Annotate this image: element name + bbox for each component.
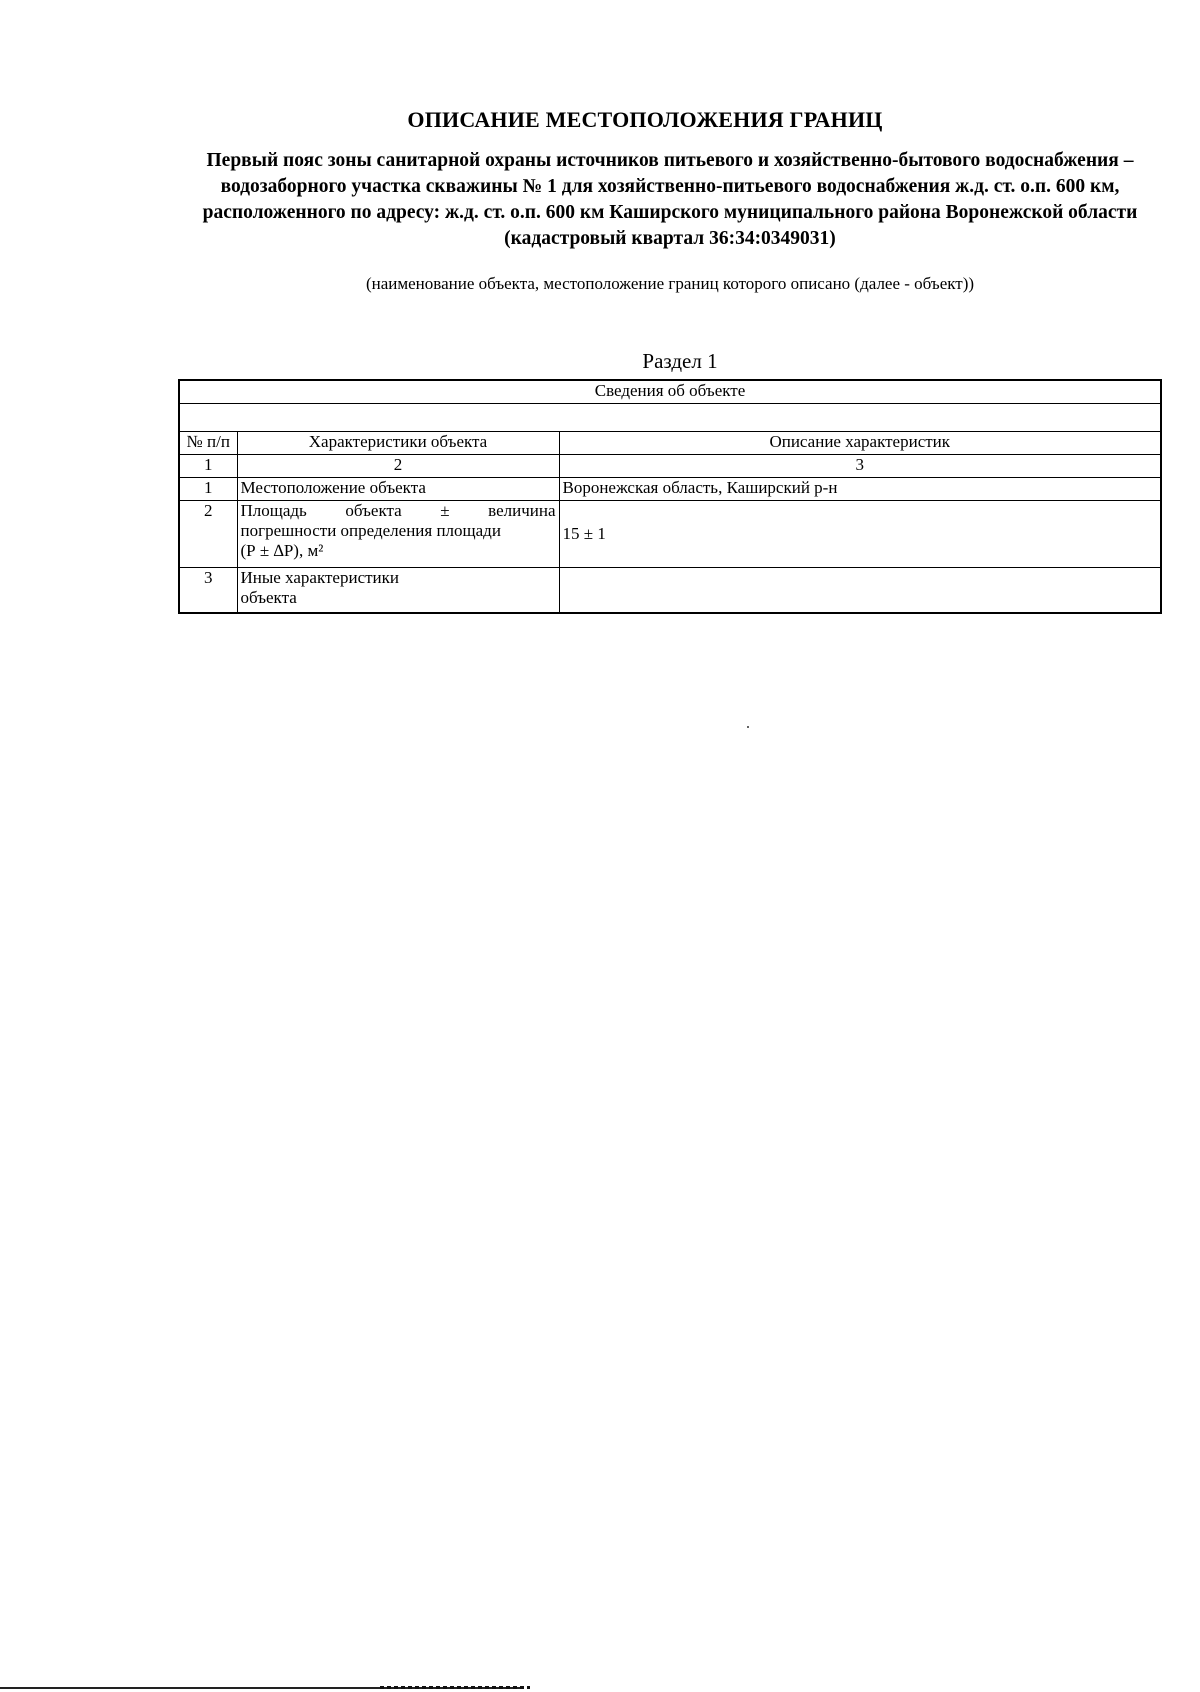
row-characteristic <box>237 568 559 614</box>
scan-speck <box>747 726 749 728</box>
row-characteristic-line-3: (Р ± ∆Р), м² <box>240 541 324 560</box>
column-number-row <box>179 455 1161 478</box>
table-row <box>179 501 1161 568</box>
table-blank-cell <box>179 404 1161 432</box>
table-row <box>179 568 1161 614</box>
row-characteristic: Местоположение объекта <box>237 478 559 501</box>
page-title: ОПИСАНИЕ МЕСТОПОЛОЖЕНИЯ ГРАНИЦ <box>407 107 883 132</box>
row-characteristic-line-2: погрешности определения площади <box>240 521 501 540</box>
row-description <box>559 568 1161 614</box>
column-header-num: № п/п <box>179 432 237 455</box>
row-characteristic-line-1: Иные характеристики <box>240 568 399 587</box>
row-num: 2 <box>179 501 237 568</box>
table-header: Сведения об объекте <box>179 380 1161 404</box>
row-description: 15 ± 1 <box>559 501 1161 568</box>
object-name: Первый пояс зоны санитарной охраны источников питьевого и хозяйственно-бытового водоснабжения – водозаборного участка скважины № 1 для хозяйственно-питьевого водоснабжения ж.д. ст. о.п. 600 км, расположенного по адресу: ж.д. ст. о.п. 600 км Каширского муниципального района Воронежской области (кадастровый квартал 36:34:0349031) <box>202 150 1138 249</box>
column-header-description: Описание характеристик <box>559 432 1161 455</box>
scan-edge-noise <box>380 1686 530 1689</box>
row-description: Воронежская область, Каширский р-н <box>559 478 1161 501</box>
object-info-table <box>178 379 1162 614</box>
row-num: 1 <box>179 478 237 501</box>
column-number-1: 1 <box>179 455 237 478</box>
object-caption: (наименование объекта, местоположение границ которого описано (далее - объект)) <box>365 274 975 293</box>
column-header-row <box>179 432 1161 455</box>
section-title: Раздел 1 <box>642 349 718 373</box>
table-row <box>179 478 1161 501</box>
column-number-2: 2 <box>237 455 559 478</box>
table-blank-row <box>179 404 1161 432</box>
table-header-row <box>179 380 1161 404</box>
row-characteristic-line-2: объекта <box>240 588 297 607</box>
column-number-3: 3 <box>559 455 1161 478</box>
row-num: 3 <box>179 568 237 614</box>
row-characteristic-line-1: Площадь объекта ± величина <box>240 501 556 520</box>
row-characteristic <box>237 501 559 568</box>
column-header-characteristic: Характеристики объекта <box>237 432 559 455</box>
